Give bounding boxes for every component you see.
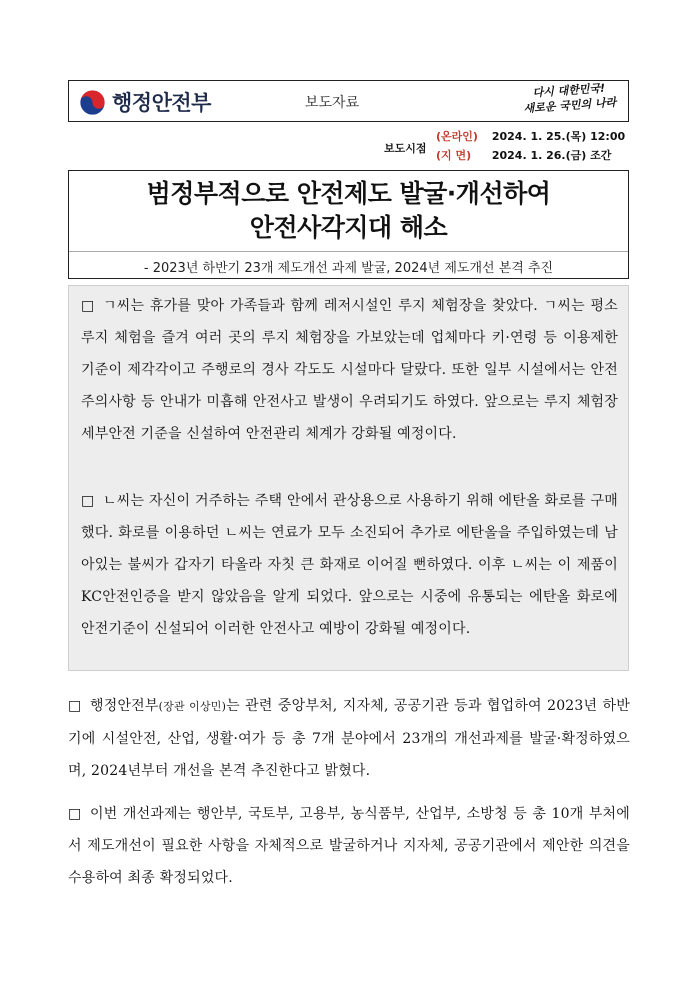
case-example-1-text: ㄱ씨는 휴가를 맞아 가족들과 함께 레저시설인 루지 체험장을 찾았다. ㄱ씨는 평소 루지 체험을 즐겨 여러 곳의 루지 체험장을 가보았는데 업체마다 키·연령 등 이용제한 기준이 제각각이고 주행로의 경사 각도도 시설마다 달랐다. 또한 일부 시설에서는 안전 주의사항 등 안내가 미흡해 안전사고 발생이 우려되기도 하였다. 앞으로는 루지 체험장 세부안전 기준을 신설하여 안전관리 체계가 강화될 예정이다. xyxy=(81,298,618,442)
body-paragraph-2 xyxy=(68,798,630,894)
case-examples-box xyxy=(68,285,629,671)
headline-line2: 안전사각지대 해소 xyxy=(249,213,448,242)
body-paragraph-1 xyxy=(68,690,630,787)
body-paragraph-1-subject: 행정안전부 xyxy=(90,698,159,714)
header-box xyxy=(68,80,629,122)
release-print-row xyxy=(436,147,611,163)
body-paragraph-1-aside: (장관 이상민) xyxy=(158,700,227,713)
title-box xyxy=(68,170,629,279)
release-online-time: 2024. 1. 25.(목) 12:00 xyxy=(491,130,626,143)
release-print-time: 2024. 1. 26.(금) 조간 xyxy=(491,149,612,162)
release-label: 보도시점 xyxy=(384,142,427,155)
case-example-2-text: ㄴ씨는 자신이 거주하는 주택 안에서 관상용으로 사용하기 위해 에탄올 화로를 구매했다. 화로를 이용하던 ㄴ씨는 연료가 모두 소진되어 추가로 에탄올을 주입하였는데 남아있는 불씨가 갑자기 타올라 자칫 큰 화재로 이어질 뻔하였다. 이후 ㄴ씨는 이 제품이 KC안전인증을 받지 않았음을 알게 되었다. 앞으로는 시중에 유통되는 에탄올 화로에 안전기준이 신설되어 이러한 안전사고 예방이 강화될 예정이다. xyxy=(81,493,618,637)
ministry-logo xyxy=(79,87,211,117)
checkbox-bullet-icon: □ xyxy=(68,698,82,714)
checkbox-bullet-icon: □ xyxy=(68,806,82,822)
release-online-row xyxy=(436,128,625,144)
slogan xyxy=(522,80,617,116)
release-print-kind: (지 면) xyxy=(436,149,472,162)
slogan-line1: 다시 대한민국! xyxy=(532,81,606,100)
doc-type-label: 보도자료 xyxy=(305,95,360,111)
ministry-name: 행정안전부 xyxy=(112,91,211,115)
case-example-1 xyxy=(81,290,618,450)
body-paragraph-2-text: 이번 개선과제는 행안부, 국토부, 고용부, 농식품부, 산업부, 소방청 등 총 10개 부처에서 제도개선이 필요한 사항을 자체적으로 발굴하거나 지자체, 공공기관에서 제안한 의견을 수용하여 최종 확정되었다. xyxy=(68,806,630,886)
slogan-line2: 새로운 국민의 나라 xyxy=(523,95,617,116)
case-example-2 xyxy=(81,485,618,645)
checkbox-bullet-icon: □ xyxy=(81,493,95,509)
body-paragraph-1-text: 는 관련 중앙부처, 지자체, 공공기관 등과 협업하여 2023년 하반기에 시설안전, 산업, 생활·여가 등 총 7개 분야에서 23개의 개선과제를 발굴·확정하였으며, 2024년부터 개선을 본격 추진한다고 밝혔다. xyxy=(68,698,630,779)
taegeuk-emblem-icon xyxy=(79,89,106,116)
headline-line1: 범정부적으로 안전제도 발굴·개선하여 xyxy=(146,179,551,208)
checkbox-bullet-icon: □ xyxy=(81,298,95,314)
subtitle: - 2023년 하반기 23개 제도개선 과제 발굴, 2024년 제도개선 본격 추진 xyxy=(69,251,628,276)
release-online-kind: (온라인) xyxy=(436,130,478,143)
